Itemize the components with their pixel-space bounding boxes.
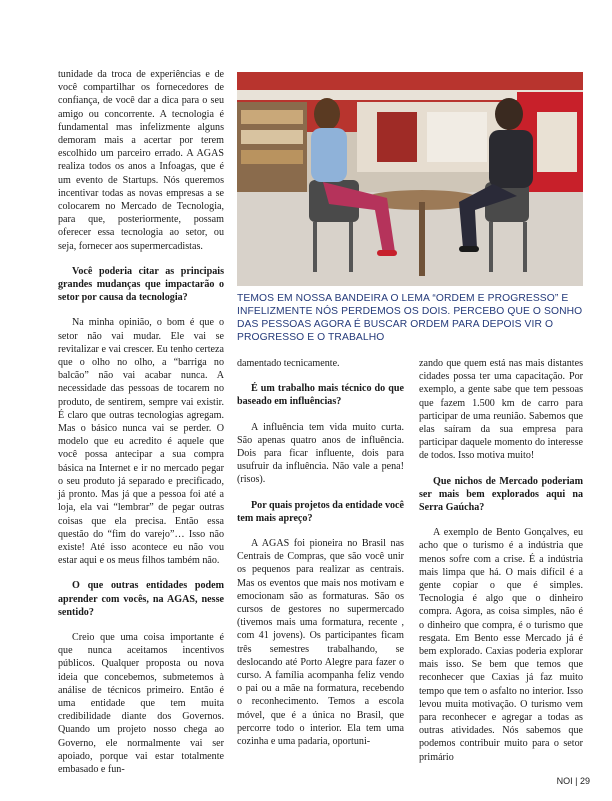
photo-illustration xyxy=(237,72,583,286)
article-column-1 xyxy=(58,68,224,788)
photo-caption: TEMOS EM NOSSA BANDEIRA O LEMA “ORDEM E PROGRESSO” E INFELIZMENTE NÓS PERDEMOS OS DOIS. PERCEBO QUE O SONHO DAS PESSOAS AGORA É BUSCAR ORDEM PARA DEPOIS VIR O PROGRESSO E O TRABALHO xyxy=(237,293,583,343)
interview-question: É um trabalho mais técnico do que baseado em influências? xyxy=(237,383,404,408)
interview-question: O que outras entidades podem aprender com vocês, na AGAS, nesse sentido? xyxy=(58,580,224,618)
paragraph: Na minha opinião, o bom é que o setor não vai mudar. Ele vai se revitalizar e vai crescer. Eu tenho certeza que o olho no olho, a “barriga no balcão” não vai acabar nunca. A necessidade das pessoas de tocarem no produto, de sentirem, sempre vai existir. É claro que outras tecnologias agregam. Mas o básico nunca vai se perder. O modelo que eu acredito é aquele que você possa antecipar a sua compra básica na Internet e ir no mercado pegar o seu produto já separado e precificado, já pronto. Mas já que a pessoa foi até a loja, ela vai “lembrar” de pegar outras coisas que ela precisa. Então essa questão do “fim do varejo”… Isso não existe! Até isso acontece eu não vou estar aqui e os meus filhos também não. xyxy=(58,317,224,567)
paragraph: zando que quem está nas mais distantes cidades possa ter uma capacitação. Por exemplo, a gente sabe que tem pessoas que fazem 1.500 km de carro para participar de uma reunião. Sabemos que elas saíram da sua empresa para participar daquele momento do interesse de todos. Isso motiva muito! xyxy=(419,358,583,462)
paragraph: A AGAS foi pioneira no Brasil nas Centrais de Compras, que são você unir os pequenos para realizar as centrais. Mas os eventos que mais nos motivam e emocionam são as formaturas. São os cursos de gestores no supermercado (tivemos mais uma formatura, recente , com 41 jovens). Os participantes ficam três semestres trabalhando, se deslocando até Porto Alegre para fazer o curso. A família acompanha feliz vendo o pai ou a mãe na formatura, recebendo o reconhecimento. Temos a escola móvel, que é a única no Brasil, que percorre todo o interior. Ela tem uma cozinha e uma padaria, oportuni- xyxy=(237,538,404,748)
interview-photo xyxy=(237,72,583,286)
page-footer: NOI | 29 xyxy=(556,776,590,786)
paragraph: A exemplo de Bento Gonçalves, eu acho que o turismo é a indústria que menos sofre com a crise. É a indústria mais limpa que há. O mais difícil é a gente copiar o que é simples. Tecnologia é algo que o dinheiro compra. Agora, as coisa simples, não é o dinheiro que compra, é o turismo que resgata. Em Bento esse Mercado já é bem explorado. Caxias poderia explorar mais isso. Se bem que temos que reconhecer que Caxias já faz muito tempo que tem o asfalto no interior. Isso levou muita motivação. O turismo vem para reconhecer e agregar a todas as outras atividades. Nós sabemos que podemos contribuir muito para o setor primário xyxy=(419,527,583,763)
interview-question: Por quais projetos da entidade você tem mais apreço? xyxy=(237,499,404,524)
paragraph: damentado tecnicamente. xyxy=(237,358,340,369)
paragraph: A influência tem vida muito curta. São apenas quatro anos de influência. Dois para ficar influente, dois para usufruir da influência. Não vale a pena! (risos). xyxy=(237,421,404,486)
paragraph: Creio que uma coisa importante é que nunca aceitamos incentivos públicos. Qualquer proposta ou nova ideia que concebemos, submetemos à análise de técnicos primeiro. Então é uma entidade que tem muita credibilidade diante dos Governos. Quando um projeto nosso chega ao Governo, ele normalmente vai ser apoiado, porque vai estar totalmente embasado e fun- xyxy=(58,631,224,775)
interview-question: Que nichos de Mercado poderiam ser mais bem explorados aqui na Serra Gaúcha? xyxy=(419,475,583,514)
paragraph: tunidade da troca de experiências e de você compartilhar os fornecedores de confiança, de você dar a dica para o seu amigo ou concorrente. A tecnologia é fundamental mas infelizmente alguns demoram mais a acertar por terem escolhido um parceiro errado. A AGAS realiza todos os anos a Infoagas, que é um evento de Startups. Nós queremos incentivar todas as novas empresas a se colocarem no Mercado de Tecnologia, para que, posteriormente, possam oferecer essa tecnologia ao setor, ou seja, fornecer aos supermercadistas. xyxy=(58,69,224,252)
article-column-3 xyxy=(419,357,583,776)
article-column-2 xyxy=(237,357,404,760)
interview-question: Você poderia citar as principais grandes mudanças que impactarão o setor por causa da tecnologia? xyxy=(58,265,224,304)
